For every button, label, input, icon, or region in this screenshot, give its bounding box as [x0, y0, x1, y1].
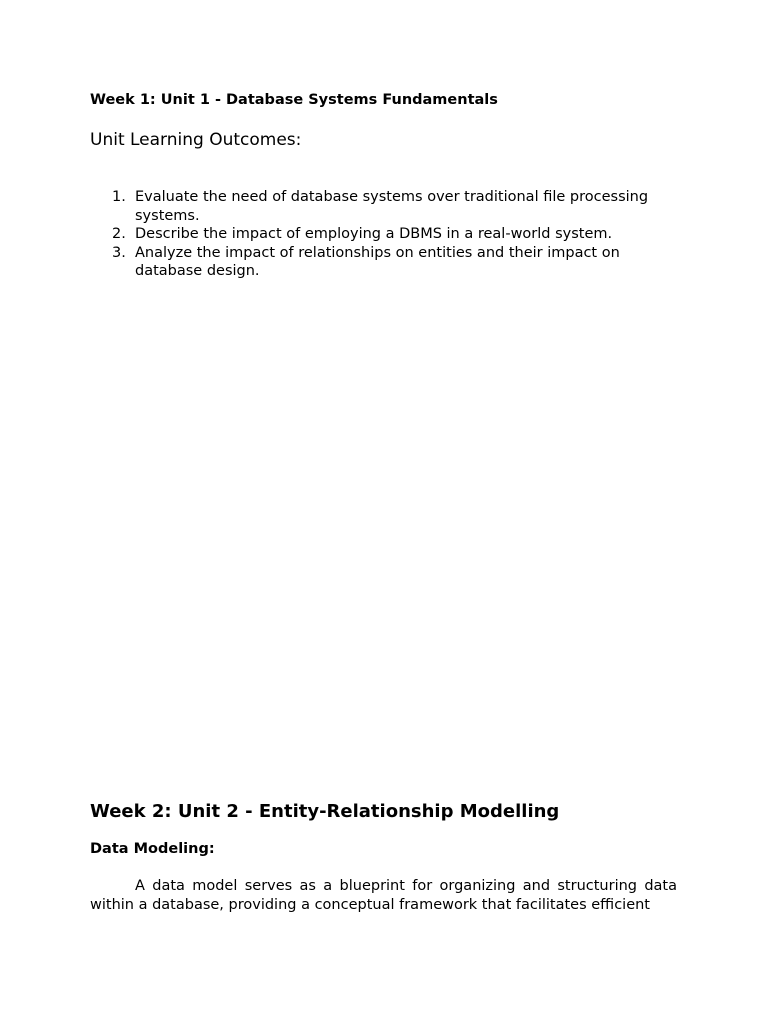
list-item-text: Analyze the impact of relationships on entities and their impact on database design.: [135, 244, 620, 279]
list-item-number: 1.: [112, 189, 126, 205]
list-item: [90, 244, 690, 281]
data-modeling-paragraph: A data model serves as a blueprint for organizing and structuring data within a database, providing a conceptual framework that facilitates efficient: [90, 878, 677, 913]
data-modeling-heading: Data Modeling:: [90, 841, 215, 857]
list-item-number: 3.: [112, 244, 126, 261]
list-item: [90, 225, 690, 244]
list-item-number: 2.: [112, 226, 126, 242]
week1-heading: Week 1: Unit 1 - Database Systems Fundamentals: [90, 92, 498, 108]
unit-learning-outcomes-heading: Unit Learning Outcomes:: [90, 130, 302, 150]
list-item-text: Describe the impact of employing a DBMS in a real-world system.: [135, 226, 613, 242]
week2-heading: Week 2: Unit 2 - Entity-Relationship Modelling: [90, 801, 560, 822]
list-item-text: Evaluate the need of database systems over traditional file processing systems.: [135, 189, 649, 224]
list-item: [90, 188, 690, 225]
learning-outcomes-list: [90, 188, 690, 281]
